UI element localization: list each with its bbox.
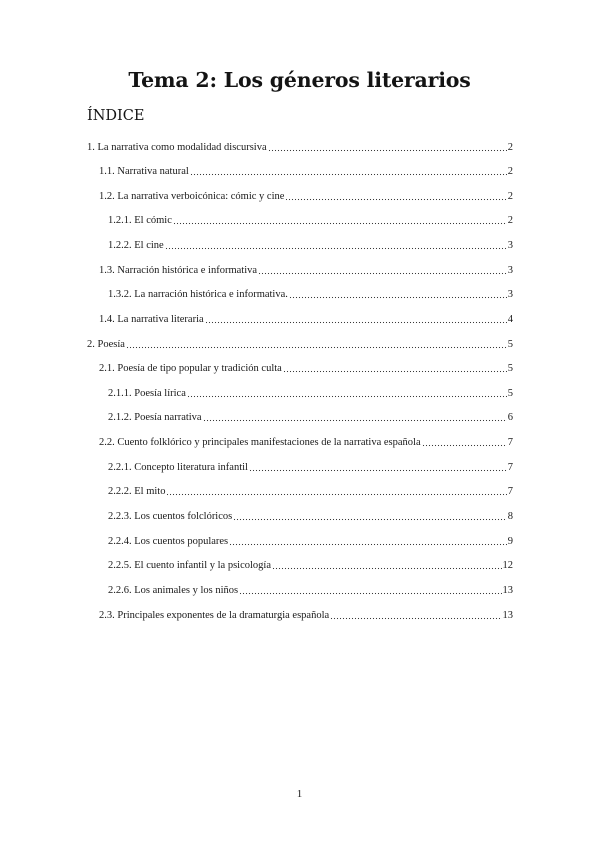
toc-entry[interactable] xyxy=(87,138,513,154)
dot-leader xyxy=(283,363,507,373)
toc-entry-page: 13 xyxy=(502,610,513,621)
toc-entry[interactable] xyxy=(108,408,513,424)
dot-leader xyxy=(289,289,507,299)
toc-entry-label: 2.3. Principales exponentes de la dramaturgia española xyxy=(99,610,330,621)
dot-leader xyxy=(272,560,501,570)
toc-entry-page: 5 xyxy=(507,339,513,350)
dot-leader xyxy=(285,191,506,201)
toc-entry-label: 2.2.2. El mito xyxy=(108,486,166,497)
dot-leader xyxy=(239,585,501,595)
page-number: 1 xyxy=(296,788,303,800)
toc-entry[interactable] xyxy=(108,384,513,400)
toc-entry-page: 2 xyxy=(507,166,513,177)
toc-entry-page: 3 xyxy=(507,240,513,251)
toc-entry-label: 2.2.6. Los animales y los niños xyxy=(108,585,239,596)
toc-entry[interactable] xyxy=(99,606,513,622)
index-heading: ÍNDICE xyxy=(87,108,145,124)
toc-entry-page: 2 xyxy=(507,142,513,153)
toc-entry-label: 2.2.5. El cuento infantil y la psicología xyxy=(108,560,272,571)
dot-leader xyxy=(233,511,507,521)
toc-entry-label: 2.1.2. Poesía narrativa xyxy=(108,412,202,423)
toc-entry-page: 12 xyxy=(502,560,513,571)
toc-entry[interactable] xyxy=(99,310,513,326)
toc-entry-label: 2.2. Cuento folklórico y principales manifestaciones de la narrativa española xyxy=(99,437,421,448)
toc-entry[interactable] xyxy=(99,162,513,178)
toc-entry-page: 7 xyxy=(507,437,513,448)
toc-entry-page: 5 xyxy=(507,363,513,374)
toc-entry-label: 1.2. La narrativa verboicónica: cómic y cine xyxy=(99,191,285,202)
toc-entry[interactable] xyxy=(108,556,513,572)
toc-entry-label: 2.2.1. Concepto literatura infantil xyxy=(108,462,248,473)
dot-leader xyxy=(203,412,507,422)
toc-entry-label: 1.2.1. El cómic xyxy=(108,215,172,226)
page-title: Tema 2: Los géneros literarios xyxy=(128,68,471,92)
toc-entry-label: 2.1. Poesía de tipo popular y tradición culta xyxy=(99,363,282,374)
toc-entry-page: 8 xyxy=(507,511,513,522)
toc-entry-page: 2 xyxy=(507,215,513,226)
dot-leader xyxy=(268,142,507,152)
toc-entry-page: 4 xyxy=(507,314,513,325)
toc-entry[interactable] xyxy=(108,532,513,548)
toc-entry[interactable] xyxy=(99,261,513,277)
toc-entry-page: 5 xyxy=(507,388,513,399)
dot-leader xyxy=(187,388,507,398)
toc-entry-page: 3 xyxy=(507,265,513,276)
toc-entry-page: 2 xyxy=(507,191,513,202)
toc-entry-label: 1. La narrativa como modalidad discursiva xyxy=(87,142,267,153)
toc-entry-label: 1.3. Narración histórica e informativa xyxy=(99,265,258,276)
toc-entry-label: 1.3.2. La narración histórica e informativa. xyxy=(108,289,288,300)
toc-entry-page: 3 xyxy=(507,289,513,300)
dot-leader xyxy=(166,486,506,496)
toc-entry-label: 1.4. La narrativa literaria xyxy=(99,314,204,325)
toc-entry-label: 2.2.3. Los cuentos folclóricos xyxy=(108,511,233,522)
toc-entry[interactable] xyxy=(108,482,513,498)
dot-leader xyxy=(422,437,507,447)
toc-entry-page: 6 xyxy=(507,412,513,423)
dot-leader xyxy=(330,610,501,620)
toc-entry[interactable] xyxy=(108,211,513,227)
toc-entry[interactable] xyxy=(108,458,513,474)
toc-entry[interactable] xyxy=(99,433,513,449)
toc-entry-page: 13 xyxy=(502,585,513,596)
toc-entry-label: 2.2.4. Los cuentos populares xyxy=(108,536,229,547)
dot-leader xyxy=(229,536,507,546)
toc-entry-page: 9 xyxy=(507,536,513,547)
toc-entry[interactable] xyxy=(108,236,513,252)
toc-entry-label: 2. Poesía xyxy=(87,339,125,350)
toc-entry[interactable] xyxy=(108,581,513,597)
toc-entry[interactable] xyxy=(108,285,513,301)
dot-leader xyxy=(249,462,507,472)
toc-entry-label: 1.1. Narrativa natural xyxy=(99,166,189,177)
toc-entry[interactable] xyxy=(99,359,513,375)
dot-leader xyxy=(258,265,507,275)
toc-entry[interactable] xyxy=(87,335,513,351)
dot-leader xyxy=(205,314,507,324)
dot-leader xyxy=(173,215,507,225)
dot-leader xyxy=(126,339,507,349)
toc-entry-page: 7 xyxy=(507,462,513,473)
toc-entry-label: 2.1.1. Poesía lírica xyxy=(108,388,186,399)
toc-entry-page: 7 xyxy=(507,486,513,497)
dot-leader xyxy=(165,240,507,250)
dot-leader xyxy=(190,166,507,176)
toc-entry-label: 1.2.2. El cine xyxy=(108,240,164,251)
toc-entry[interactable] xyxy=(108,507,513,523)
toc-entry[interactable] xyxy=(99,187,513,203)
